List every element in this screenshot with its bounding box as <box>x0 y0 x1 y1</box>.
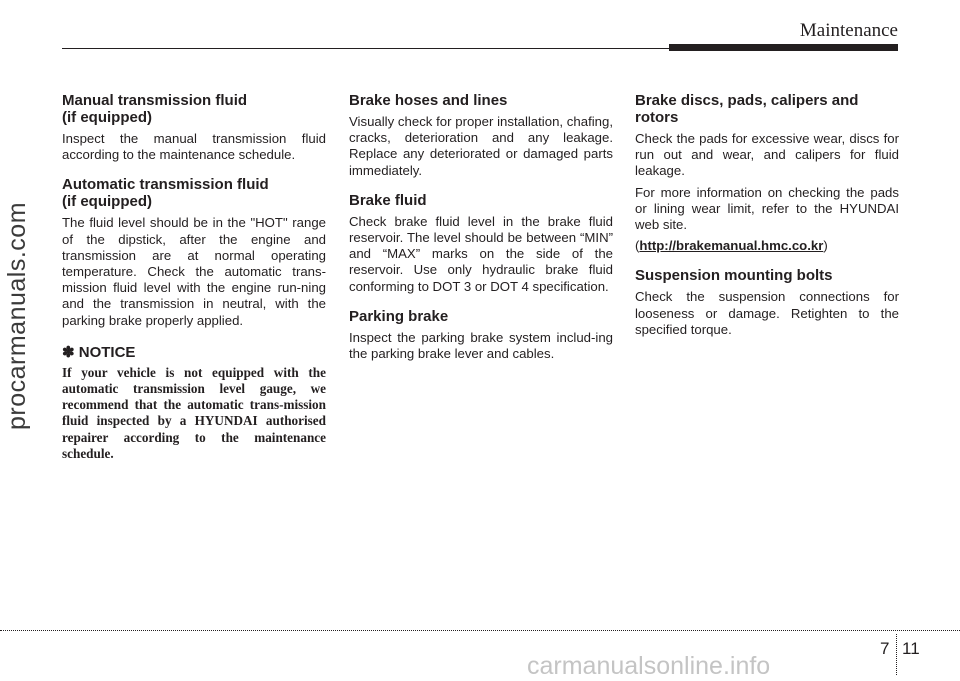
notice-text: If your vehicle is not equipped with the automatic transmission level gauge, we recommend that the automatic trans-mission fluid inspected by a HYUNDAI authorised repairer according to the maintenance schedule. <box>62 364 326 461</box>
automatic-transmission-heading <box>62 176 326 210</box>
notice-heading: ✽ NOTICE <box>62 343 136 361</box>
more-info-text: For more information on checking the pads or lining wear limit, refer to the HYUNDAI web site. <box>635 184 899 233</box>
paren-close: ) <box>823 238 828 254</box>
heading-line-2: (if equipped) <box>62 193 152 211</box>
manual-transmission-heading <box>62 92 326 126</box>
header-rule <box>62 48 672 49</box>
column-middle <box>349 92 613 375</box>
header-title: Maintenance <box>799 20 898 41</box>
heading-line-2: (if equipped) <box>62 109 152 126</box>
brake-discs-text: Check the pads for excessive wear, discs for run out and wear, and calipers for fluid leakage. <box>635 131 899 179</box>
brake-manual-link[interactable]: http://brakemanual.hmc.co.kr <box>639 238 824 254</box>
bottom-watermark: carmanualsonline.info <box>527 652 771 680</box>
heading-line-2: rotors <box>635 109 679 126</box>
suspension-heading: Suspension mounting bolts <box>635 267 833 285</box>
heading-line-1: Brake discs, pads, calipers and <box>635 92 859 109</box>
parking-brake-text: Inspect the parking brake system includ-ing the parking brake lever and cables. <box>349 329 613 362</box>
parking-brake-heading: Parking brake <box>349 307 449 325</box>
automatic-transmission-text: The fluid level should be in the "HOT" range of the dipstick, after the engine and transmission are at normal operating temperature. Check the automatic trans-mission fluid level with the engine run-ning and the transmission in neutral, with the parking brake properly applied. <box>62 215 326 328</box>
page-number: 11 <box>902 639 920 658</box>
brake-fluid-text: Check brake fluid level in the brake fluid reservoir. The level should be between “MIN” and “MAX” marks on the side of the reservoir. Use only hydraulic brake fluid conforming to DOT 3 or DOT 4 specification. <box>349 213 613 294</box>
side-watermark: procarmanuals.com <box>3 201 31 430</box>
header-rule-bar <box>669 44 898 51</box>
paren-open: ( <box>635 238 640 254</box>
brake-discs-heading <box>635 92 899 126</box>
heading-line-1: Manual transmission fluid <box>62 92 248 109</box>
column-right <box>635 92 899 351</box>
manual-transmission-text: Inspect the manual transmission fluid according to the maintenance schedule. <box>62 131 326 163</box>
footer-rule <box>0 630 960 631</box>
brake-hoses-heading: Brake hoses and lines <box>349 92 508 109</box>
column-left <box>62 92 326 462</box>
heading-line-1: Automatic transmission fluid <box>62 176 269 194</box>
suspension-text: Check the suspension connections for looseness or damage. Retighten to the specified torque. <box>635 289 899 337</box>
brake-fluid-heading: Brake fluid <box>349 191 427 209</box>
brake-hoses-text: Visually check for proper installation, chafing, cracks, deterioration and any leakage. Replace any deteriorated or damaged parts immediately. <box>349 114 613 178</box>
chapter-number: 7 <box>880 639 890 658</box>
page-number-divider <box>896 634 897 675</box>
brake-manual-link-line <box>635 238 899 254</box>
